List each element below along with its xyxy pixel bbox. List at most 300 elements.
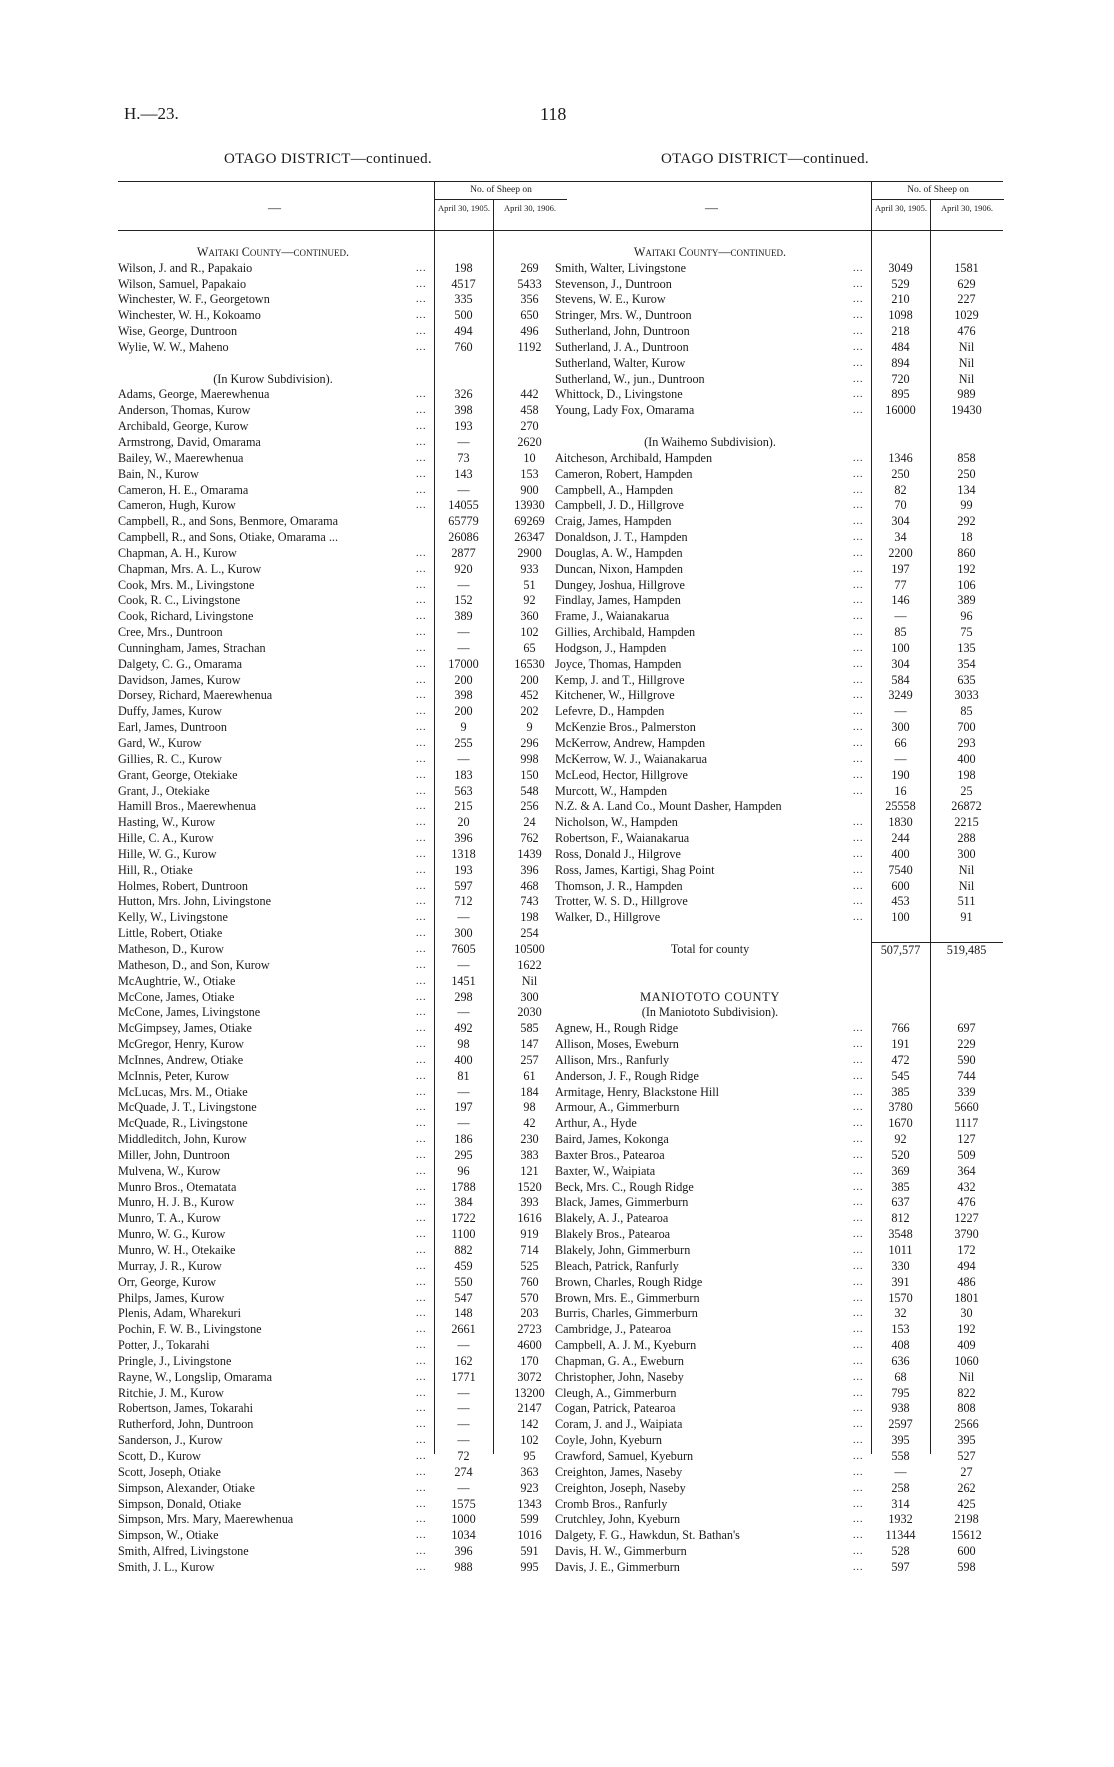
sheep-1906: 1343 (517, 1496, 542, 1511)
sheep-1906: 96 (960, 609, 973, 624)
leader-dots: ... (416, 627, 427, 639)
sheep-1906: 364 (957, 1163, 976, 1178)
leader-dots: ... (853, 389, 864, 401)
sheep-1905: 384 (454, 1195, 473, 1210)
sheep-1905: 11344 (885, 1528, 916, 1543)
owner-name: McInnes, Andrew, Otiake (118, 1052, 244, 1067)
sheep-1905: 1034 (451, 1528, 476, 1543)
total-label: Total for county (670, 941, 750, 956)
sheep-1905: 16 (894, 783, 907, 798)
leader-dots: ... (416, 341, 427, 353)
table-row (555, 641, 1003, 657)
sheep-1905: 193 (454, 419, 473, 434)
sheep-1905: 190 (891, 767, 910, 782)
owner-name: McKenzie Bros., Palmerston (555, 720, 696, 735)
owner-name: Blakely Bros., Patearoa (555, 1227, 671, 1242)
leader-dots: ... (853, 912, 864, 924)
leader-dots: ... (853, 1070, 864, 1082)
table-row (118, 1354, 566, 1370)
district-title-right: OTAGO DISTRICT—continued. (661, 151, 869, 167)
sheep-1906: 395 (957, 1433, 976, 1448)
table-row (555, 625, 1003, 641)
sheep-1906: 153 (520, 466, 539, 481)
sheep-1906: 4600 (517, 1338, 542, 1353)
leader-dots: ... (416, 294, 427, 306)
sheep-1905: — (457, 1401, 470, 1416)
leader-dots: ... (416, 595, 427, 607)
sheep-1906: 203 (520, 1306, 539, 1321)
sheep-1905: — (894, 751, 907, 766)
sheep-1905: 20 (457, 815, 470, 830)
sheep-1906: 91 (960, 910, 973, 925)
leader-dots: ... (416, 1450, 427, 1462)
owner-name: Hill, R., Otiake (118, 862, 193, 877)
sheep-1905: 197 (891, 561, 910, 576)
owner-name: Cree, Mrs., Duntroon (118, 625, 223, 640)
sheep-1905: 550 (454, 1274, 473, 1289)
table-row (555, 1085, 1003, 1101)
leader-dots: ... (853, 833, 864, 845)
sheep-1906: 3790 (954, 1227, 979, 1242)
table-row (118, 894, 566, 910)
leader-dots: ... (416, 1118, 427, 1130)
table-row (118, 1560, 566, 1576)
table-row (118, 1401, 566, 1417)
table-row (555, 673, 1003, 689)
section-heading (555, 245, 1003, 261)
sheep-1906: 511 (957, 894, 976, 909)
leader-dots: ... (853, 1118, 864, 1130)
leader-dots: ... (853, 1561, 864, 1573)
table-row (555, 1354, 1003, 1370)
sheep-1905: 335 (454, 292, 473, 307)
sheep-1905: 1575 (451, 1496, 476, 1511)
sheep-1906: Nil (958, 1369, 975, 1384)
sheep-1906: Nil (958, 371, 975, 386)
table-row (555, 451, 1003, 467)
sheep-1906: 509 (957, 1147, 976, 1162)
table-row (555, 688, 1003, 704)
spacer-row (555, 229, 1003, 245)
sheep-1905: 396 (454, 831, 473, 846)
leader-dots: ... (416, 991, 427, 1003)
owner-name: Scott, D., Kurow (118, 1448, 201, 1463)
owner-name: Black, James, Gimmerburn (555, 1195, 689, 1210)
leader-dots: ... (853, 468, 864, 480)
owner-name: Munro, H. J. B., Kurow (118, 1195, 235, 1210)
table-row (118, 451, 566, 467)
leader-dots: ... (853, 1149, 864, 1161)
leader-dots: ... (416, 690, 427, 702)
table-row (118, 546, 566, 562)
table-row (555, 1037, 1003, 1053)
sheep-1906: 288 (957, 831, 976, 846)
sheep-1906: 296 (520, 736, 539, 750)
table-row (118, 1195, 566, 1211)
sheep-1905: 558 (891, 1448, 910, 1463)
sheep-1906: 300 (957, 846, 976, 861)
sheep-1905: 9 (460, 720, 467, 735)
sheep-1905: 563 (454, 783, 473, 798)
table-row (555, 1195, 1003, 1211)
table-row (118, 1243, 566, 1259)
sheep-1906: 65 (523, 640, 536, 655)
leader-dots: ... (416, 1514, 427, 1526)
sheep-1905: 143 (454, 466, 473, 481)
leader-dots: ... (416, 1039, 427, 1051)
sheep-1906: 42 (523, 1116, 536, 1131)
sheep-1906: 496 (520, 324, 539, 339)
owner-name: Munro, W. G., Kurow (118, 1227, 226, 1242)
owner-name: Hille, W. G., Kurow (118, 846, 217, 861)
owner-name: Miller, John, Duntroon (118, 1147, 230, 1162)
table-row (118, 1497, 566, 1513)
sheep-1905: 1932 (888, 1512, 913, 1527)
table-row (118, 1370, 566, 1386)
table-row (118, 1164, 566, 1180)
sheep-1906: 1622 (517, 957, 542, 972)
table-row (118, 1433, 566, 1449)
table-row (118, 942, 566, 958)
sheep-1905: 400 (891, 846, 910, 861)
table-row (555, 609, 1003, 625)
owner-name: Sutherland, John, Duntroon (555, 324, 690, 339)
leader-dots: ... (416, 1498, 427, 1510)
sheep-1905: 584 (891, 672, 910, 687)
leader-dots: ... (416, 436, 427, 448)
table-row (118, 308, 566, 324)
table-row (118, 799, 566, 815)
owner-name: Cunningham, James, Strachan (118, 640, 266, 655)
sheep-1905: 186 (454, 1132, 473, 1147)
table-row (555, 514, 1003, 530)
sheep-1905: 3780 (888, 1100, 913, 1115)
sheep-1905: 298 (454, 989, 473, 1004)
sheep-1905: 65779 (448, 514, 479, 529)
table-row (118, 815, 566, 831)
table-row (118, 324, 566, 340)
table-row (555, 1560, 1003, 1576)
sheep-1905: 1570 (888, 1290, 913, 1305)
owner-name: Murcott, W., Hampden (555, 783, 668, 798)
sheep-1905: 637 (891, 1195, 910, 1210)
table-row (555, 340, 1003, 356)
table-row (118, 847, 566, 863)
owner-name: Chapman, A. H., Kurow (118, 545, 237, 560)
table-row (555, 546, 1003, 562)
owner-name: Rutherford, John, Duntroon (118, 1417, 254, 1432)
table-row (555, 1180, 1003, 1196)
owner-name: Munro, W. H., Otekaike (118, 1243, 236, 1257)
owner-name: Davidson, James, Kurow (118, 672, 241, 687)
sheep-1906: 98 (523, 1100, 536, 1115)
leader-dots: ... (416, 738, 427, 749)
leader-dots: ... (853, 1387, 864, 1399)
owner-name: Winchester, W. F., Georgetown (118, 292, 270, 307)
sheep-1906: 13200 (514, 1385, 545, 1400)
sheep-1906: 202 (520, 704, 539, 719)
table-row (555, 292, 1003, 308)
owner-name: Simpson, Donald, Otiake (118, 1496, 242, 1511)
sheep-1906: 1439 (517, 846, 542, 861)
owner-name: Cook, R. C., Livingstone (118, 593, 241, 608)
table-row (555, 863, 1003, 879)
table-row (118, 625, 566, 641)
leader-dots: ... (416, 611, 427, 623)
leader-dots: ... (416, 817, 427, 829)
leader-dots: ... (416, 801, 427, 813)
leader-dots: ... (416, 848, 427, 860)
owner-name: Cook, Richard, Livingstone (118, 609, 254, 624)
leader-dots: ... (416, 405, 427, 417)
owner-name: Smith, Walter, Livingstone (555, 260, 687, 275)
owner-name: Burris, Charles, Gimmerburn (555, 1306, 698, 1321)
owner-name: Cook, Mrs. M., Livingstone (118, 577, 255, 592)
table-row (118, 1512, 566, 1528)
sheep-1906: 172 (957, 1243, 976, 1257)
owner-name: Murray, J. R., Kurow (118, 1258, 222, 1273)
sheep-1905: 988 (454, 1559, 473, 1574)
sheep-1906: 1016 (517, 1528, 542, 1543)
sheep-1906: 1801 (954, 1290, 979, 1305)
sheep-1906: 127 (957, 1132, 976, 1147)
leader-dots: ... (853, 880, 864, 892)
owner-name: Donaldson, J. T., Hampden (555, 530, 688, 545)
sheep-1905: — (457, 1005, 470, 1020)
table-row (118, 958, 566, 974)
table-row (555, 736, 1003, 752)
leader-dots: ... (853, 1086, 864, 1098)
sheep-1906: 2030 (517, 1005, 542, 1020)
sheep-1905: 98 (457, 1037, 470, 1052)
owner-name: Hutton, Mrs. John, Livingstone (118, 894, 272, 909)
sheep-1905: 250 (891, 466, 910, 481)
section-heading-text: (In Waihemo Subdivision). (644, 434, 776, 449)
sheep-1905: 152 (454, 593, 473, 608)
sheep-1905: — (457, 1338, 470, 1353)
table-row (118, 1465, 566, 1481)
sheep-1906: 15612 (951, 1528, 982, 1543)
sheep-1905: — (457, 1480, 470, 1495)
sheep-1906: 570 (520, 1290, 539, 1305)
owner-name: Hodgson, J., Hampden (555, 640, 667, 655)
table-row (118, 1100, 566, 1116)
sheep-1905: 398 (454, 403, 473, 418)
table-row (118, 562, 566, 578)
owner-name: Campbell, A., Hampden (555, 482, 674, 497)
leader-dots: ... (416, 1387, 427, 1399)
leader-dots: ... (416, 1213, 427, 1225)
leader-dots: ... (416, 928, 427, 940)
table-row (555, 1449, 1003, 1465)
total-1906: 519,485 (930, 942, 1003, 959)
owner-name: Campbell, A. J. M., Kyeburn (555, 1338, 697, 1353)
sheep-1905: 197 (454, 1100, 473, 1115)
table-row (118, 657, 566, 673)
owner-name: Chapman, G. A., Eweburn (555, 1353, 684, 1368)
table-row (555, 752, 1003, 768)
table-row (118, 1227, 566, 1243)
leader-dots: ... (416, 1102, 427, 1114)
leader-dots: ... (416, 1007, 427, 1019)
owner-name: N.Z. & A. Land Co., Mount Dasher, Hampden (555, 799, 782, 814)
table-row (555, 1512, 1003, 1528)
sheep-1906: 192 (957, 561, 976, 576)
leader-dots: ... (416, 1149, 427, 1161)
owner-name: Campbell, J. D., Hillgrove (555, 498, 684, 513)
sheep-1905: 547 (454, 1290, 473, 1305)
sheep-1906: 135 (957, 640, 976, 655)
sheep-1906: 400 (957, 751, 976, 766)
owner-name: Baxter Bros., Patearoa (555, 1147, 665, 1162)
sheep-1905: 7605 (451, 941, 476, 956)
table-row (118, 1148, 566, 1164)
leader-dots: ... (416, 1371, 427, 1383)
sheep-1905: 812 (891, 1211, 910, 1226)
owner-name: Middleditch, John, Kurow (118, 1132, 247, 1147)
leader-dots: ... (853, 516, 864, 528)
table-row (555, 799, 1003, 815)
sheep-1905: 528 (891, 1544, 910, 1559)
leader-dots: ... (853, 341, 864, 353)
table-row (555, 1021, 1003, 1037)
owner-name: Arthur, A., Hyde (555, 1116, 637, 1131)
owner-name: Smith, J. L., Kurow (118, 1559, 215, 1574)
sheep-1906: 744 (957, 1068, 976, 1083)
sheep-1905: 1346 (888, 450, 913, 465)
sheep-1906: 389 (957, 593, 976, 608)
table-row (555, 1069, 1003, 1085)
sheep-1905: 100 (891, 910, 910, 925)
owner-name: Christopher, John, Naseby (555, 1369, 684, 1384)
sheep-1906: 599 (520, 1512, 539, 1527)
total-row (555, 942, 1003, 958)
sheep-1906: 409 (957, 1338, 976, 1353)
owner-name: Dungey, Joshua, Hillgrove (555, 577, 685, 592)
sheep-1905: 2597 (888, 1417, 913, 1432)
sheep-1905: 391 (891, 1274, 910, 1289)
owner-name: Hasting, W., Kurow (118, 815, 216, 830)
table-row (118, 1211, 566, 1227)
owner-name: Pochin, F. W. B., Livingstone (118, 1322, 262, 1337)
sheep-1906: 900 (520, 482, 539, 497)
table-row (118, 863, 566, 879)
district-title-left: OTAGO DISTRICT—continued. (224, 151, 432, 167)
owner-name: Dorsey, Richard, Maerewhenua (118, 688, 273, 703)
owner-name: Kelly, W., Livingstone (118, 910, 228, 925)
leader-dots: ... (853, 1419, 864, 1431)
table-row (118, 593, 566, 609)
leader-dots: ... (853, 627, 864, 639)
table-row (555, 1465, 1003, 1481)
sheep-1906: Nil (958, 339, 975, 354)
sheep-1906: 30 (960, 1306, 973, 1321)
owner-name: McGregor, Henry, Kurow (118, 1037, 244, 1052)
leader-dots: ... (853, 1498, 864, 1510)
leader-dots: ... (853, 1530, 864, 1542)
sheep-1906: 585 (520, 1021, 539, 1036)
sheep-1905: 2877 (451, 545, 476, 560)
leader-dots: ... (416, 563, 427, 575)
sheep-1906: 9 (526, 720, 533, 735)
owner-name: Armitage, Henry, Blackstone Hill (555, 1084, 720, 1099)
owner-name: Anderson, Thomas, Kurow (118, 403, 251, 418)
leader-dots: ... (416, 500, 427, 512)
table-row (118, 1132, 566, 1148)
table-row (555, 768, 1003, 784)
sheep-1905: 255 (454, 736, 473, 750)
leader-dots: ... (853, 1245, 864, 1256)
sheep-1906: 1520 (517, 1179, 542, 1194)
leader-dots: ... (853, 1229, 864, 1241)
owner-name: Wilson, Samuel, Papakaio (118, 276, 247, 291)
sheep-1905: 1011 (888, 1243, 913, 1257)
sheep-1905: 2200 (888, 545, 913, 560)
owner-name: Simpson, W., Otiake (118, 1528, 219, 1543)
table-row (118, 292, 566, 308)
owner-name: Bain, N., Kurow (118, 466, 199, 481)
table-row (118, 831, 566, 847)
table-row (555, 530, 1003, 546)
owner-name: Adams, George, Maerewhenua (118, 387, 270, 402)
sheep-table-right (555, 229, 1003, 1576)
owner-name: Crutchley, John, Kyeburn (555, 1512, 681, 1527)
sheep-1905: 70 (894, 498, 907, 513)
owner-name: Rayne, W., Longslip, Omarama (118, 1369, 273, 1384)
leader-dots: ... (853, 1450, 864, 1462)
sheep-1905: 77 (894, 577, 907, 592)
sheep-1905: 1451 (451, 973, 476, 988)
leader-dots: ... (416, 1561, 427, 1573)
leader-dots: ... (853, 452, 864, 464)
sheep-1905: 85 (894, 625, 907, 640)
owner-name: Hille, C. A., Kurow (118, 831, 214, 846)
sheep-1905: 636 (891, 1353, 910, 1368)
sheep-1905: 68 (894, 1369, 907, 1384)
leader-dots: ... (853, 611, 864, 623)
table-header-left (118, 181, 566, 231)
table-row (555, 784, 1003, 800)
sheep-1906: 262 (957, 1480, 976, 1495)
sheep-1906: Nil (958, 862, 975, 877)
sheep-1905: 712 (454, 894, 473, 909)
sheep-1905: 385 (891, 1084, 910, 1099)
owner-name: Gillies, Archibald, Hampden (555, 625, 696, 640)
sheep-1906: 860 (957, 545, 976, 560)
owner-name: Armour, A., Gimmerburn (555, 1100, 680, 1115)
sheep-1905: 34 (894, 530, 907, 545)
sheep-1906: 600 (957, 1544, 976, 1559)
leader-dots: ... (853, 642, 864, 654)
owner-name: Trotter, W. S. D., Hillgrove (555, 894, 688, 909)
owner-name: Cameron, Robert, Hampden (555, 466, 693, 481)
sheep-1905: 200 (454, 672, 473, 687)
leader-dots: ... (853, 1181, 864, 1193)
sheep-1906: 227 (957, 292, 976, 307)
sheep-1905: 162 (454, 1353, 473, 1368)
sheep-1905: 1771 (451, 1369, 476, 1384)
owner-name: McCone, James, Otiake (118, 989, 235, 1004)
sheep-1906: 170 (520, 1353, 539, 1368)
table-row (118, 1481, 566, 1497)
owner-name: Crawford, Samuel, Kyeburn (555, 1448, 694, 1463)
owner-name: Dalgety, F. G., Hawkdun, St. Bathan's (555, 1528, 740, 1543)
section-heading-text: Waitaki County—continued. (633, 244, 787, 259)
owner-name: Wise, George, Duntroon (118, 324, 238, 339)
sheep-1906: 590 (957, 1052, 976, 1067)
leader-dots: ... (416, 1181, 427, 1193)
sheep-1905: 66 (894, 736, 907, 750)
